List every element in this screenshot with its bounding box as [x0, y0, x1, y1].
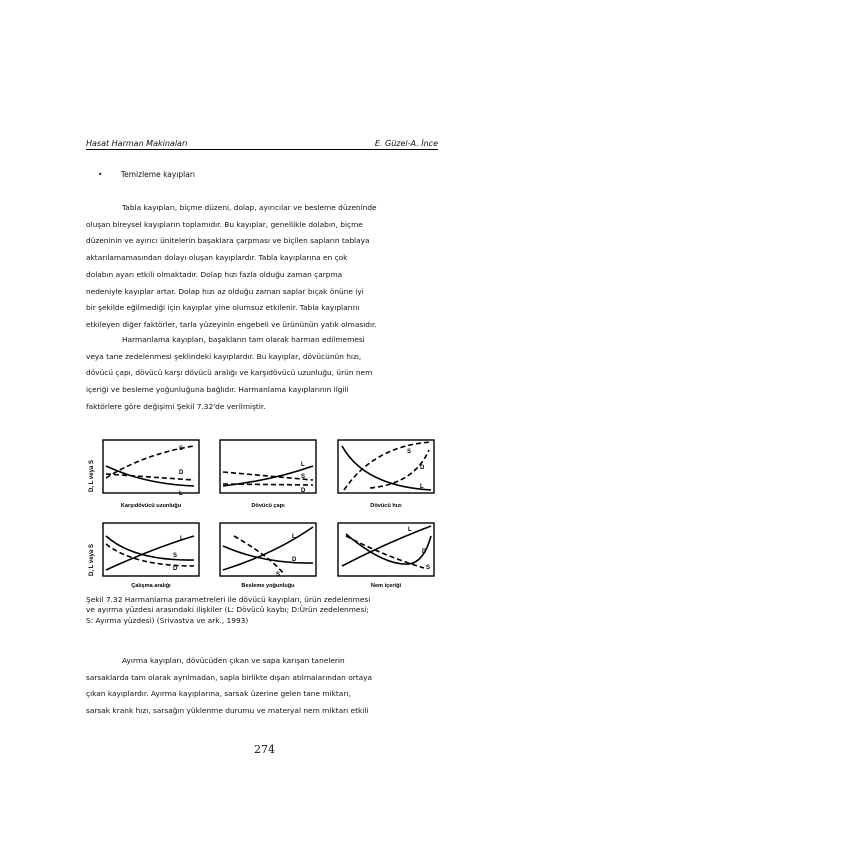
curve-d [106, 544, 194, 566]
curve-d [223, 546, 313, 563]
paragraph-1 [86, 200, 438, 334]
label-l: L [408, 527, 412, 533]
text-line: etkileyen diğer faktörler, tarla yüzeyinin engebeli ve ürününün yatık olmasıdır. [86, 319, 377, 329]
label-d: D [292, 557, 297, 563]
curve-l [106, 466, 194, 486]
figure-caption [86, 595, 442, 626]
label-d: D [422, 549, 427, 555]
label-l: L [420, 484, 424, 490]
panel-karsidovucu-uzunlugu [103, 440, 199, 509]
paragraph-3 [86, 653, 438, 720]
text-line: dolabın ayarı etkili olmaktadır. Dolap hızı fazla olduğu zaman çarpma [86, 269, 343, 279]
text-line: Harmanlama kayıpları, başakların tam olarak harman edilmemesi [122, 335, 365, 344]
panel-title: Nem içeriği [370, 583, 402, 589]
text-line: sarsak krank hızı, sarsağın yüklenme durumu ve materyal nem miktarı etkili [86, 706, 369, 716]
panel-frame [220, 523, 316, 576]
panel-frame [103, 523, 199, 576]
caption-line: ve ayırma yüzdesi arasındaki ilişkiler (L: Dövücü kaybı; D:Ürün zedelenmesi; [86, 605, 369, 615]
header-right: E. Güzel-A. İnce [374, 139, 438, 148]
text-line: sarsaklarda tam olarak ayrılmadan, sapla birlikte dışarı atılmalarından ortaya [86, 672, 373, 682]
panel-dovucu-capi [220, 440, 316, 509]
running-header [86, 139, 438, 150]
label-l: L [180, 536, 184, 542]
text-line: aktarılamamasından dolayı oluşan kayıplardır. Tabla kayıplarına en çok [86, 253, 348, 263]
curve-s [234, 536, 284, 574]
text-line: düzeninin ve ayırıcı ünitelerin başaklara çarpması ve biçilen sapların tablaya [86, 236, 370, 246]
panel-besleme-yogunlugu [220, 523, 316, 589]
text-line: Ayırma kayıpları, dövücüden çıkan ve sapa karışan tanelerin [122, 656, 345, 665]
bullet-text: Temizleme kayıpları [120, 170, 196, 179]
panel-title: Besleme yoğunluğu [241, 583, 295, 589]
panel-title: Çalışma aralığı [131, 583, 171, 589]
caption-line: S: Ayırma yüzdesi) (Srivastva ve ark., 1993) [86, 615, 249, 625]
panel-title: Dövücü hızı [370, 503, 402, 509]
paragraph-2 [86, 332, 438, 416]
curve-l [223, 466, 313, 486]
label-l: L [292, 534, 296, 540]
text-line: nedeniyle kayıplar artar. Dolap hızı az olduğu zaman saplar bıçak önüne iyi [86, 286, 364, 296]
label-d: D [420, 465, 425, 471]
label-d: D [301, 488, 306, 494]
label-s: S [179, 446, 184, 452]
label-s: S [173, 553, 178, 559]
figure-7-32 [84, 436, 444, 594]
label-l: L [301, 462, 305, 468]
panel-nem-icerigi [338, 523, 434, 589]
text-line: veya tane zedelenmesi şeklindeki kayıplardır. Bu kayıplar, dövücünün hızı, [86, 351, 362, 361]
text-line: Tabla kayıpları, biçme düzeni, dolap, ayırıcılar ve besleme düzeninde [122, 203, 377, 212]
label-l: L [179, 491, 183, 497]
label-d: D [173, 566, 178, 572]
page-number: 274 [254, 743, 275, 756]
header-left: Hasat Harman Makinaları [86, 139, 188, 148]
label-s: S [276, 572, 281, 578]
curve-d [346, 534, 431, 564]
text-line: oluşan bireysel kayıpların toplamıdır. Bu kayıplar, genellikle dolabın, biçme [86, 219, 363, 229]
panel-title: Karşıdövücü uzunluğu [120, 503, 182, 509]
label-s: S [407, 449, 412, 455]
panel-title: Dövücü çapı [251, 503, 285, 509]
text-line: dövücü çapı, dövücü karşı dövücü aralığı ve karşıdövücü uzunluğu, ürün nem [86, 368, 373, 378]
panel-calisma-araligi [103, 523, 199, 589]
text-line: bir şekilde eğilmediği için kayıplar yine olumsuz etkilenir. Tabla kayıplarını [86, 303, 360, 313]
y-axis-label: D, L veya S [89, 460, 95, 492]
panel-dovucu-hizi [338, 440, 434, 509]
text-line: faktörlere göre değişimi Şekil 7.32'de verilmiştir. [86, 401, 266, 411]
bullet-item [98, 170, 195, 179]
text-line: içeriği ve besleme yoğunluğuna bağlıdır. Harmanlama kayıplarının ilgili [86, 385, 349, 395]
label-s: S [301, 474, 306, 480]
y-axis-label: D, L veya S [89, 544, 95, 576]
text-line: çıkan kayıplardır. Ayırma kayıplarına, sarsak üzerine gelen tane miktarı, [86, 689, 351, 699]
label-s: S [426, 565, 431, 571]
bullet-dot: • [98, 170, 103, 179]
label-d: D [179, 470, 184, 476]
caption-line: Şekil 7.32 Harmanlama parametreleri ile dövücü kayıpları, ürün zedelenmesi [86, 595, 371, 604]
